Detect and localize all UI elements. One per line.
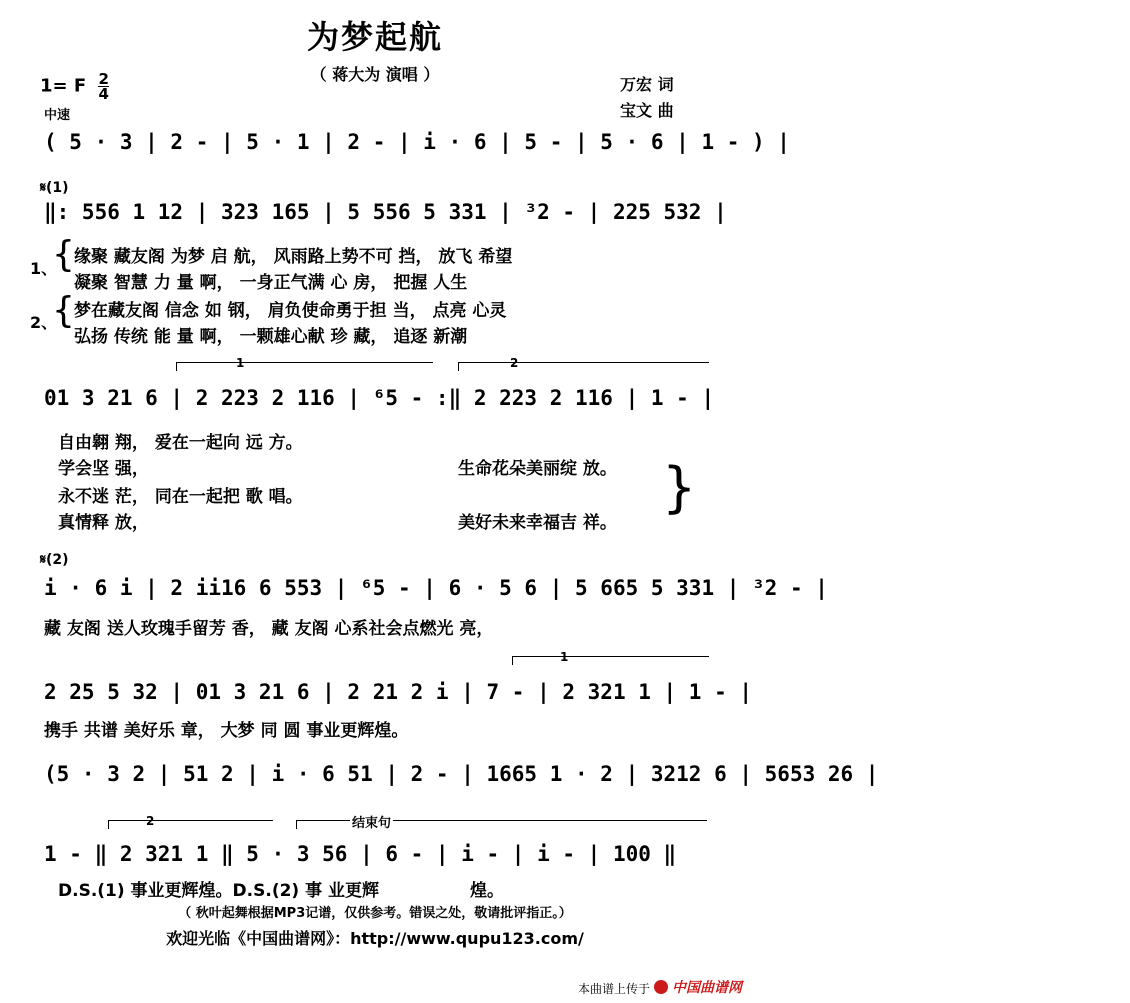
section6-volta2-label: 2: [146, 814, 155, 828]
verse2-line-b: 弘扬 传统 能 量 啊， 一颗雄心献 珍 藏， 追逐 新潮: [74, 327, 468, 347]
volta1-label: 1: [236, 356, 245, 370]
section2-lyric-2a: 学会坚 强，: [58, 459, 149, 479]
section6-volta2-bracket: [108, 820, 273, 829]
transcription-note: （ 秋叶起舞根据MP3记谱，仅供参考。错误之处，敬请批评指正。）: [178, 906, 572, 921]
section2-right-brace: }: [662, 456, 697, 519]
section2-lyric-3: 永不迷 茫， 同在一起把 歌 唱。: [58, 487, 303, 507]
section6-lyric-a: D.S.(1) 事业更辉煌。D.S.(2) 事 业更辉: [58, 881, 380, 901]
section1-notes: ‖: 556 1 12 | 323 165 | 5 556 5 331 | ³2 - | 225 532 |: [44, 200, 727, 224]
verse2-brace: {: [52, 290, 75, 331]
section6-lyric-b: 煌。: [470, 881, 504, 901]
logo-text: 中国曲谱网: [672, 980, 742, 996]
section2-lyric-4b: 美好未来幸福吉 祥。: [458, 513, 617, 533]
logo-icon: [654, 980, 668, 994]
site-logo[interactable]: [654, 977, 742, 997]
verse1-brace: {: [52, 234, 75, 275]
song-title: 为梦起航: [306, 18, 443, 56]
uploaded-label: 本曲谱上传于: [577, 982, 650, 996]
time-top: 2: [98, 70, 109, 88]
verse2-number: 2、: [30, 313, 58, 332]
section2-notes: 01 3 21 6 | 2 223 2 116 | ⁶5 - :‖ 2 223 2 116 | 1 - |: [44, 386, 715, 410]
composer-credit: 宝文 曲: [620, 101, 674, 120]
verse1-number: 1、: [30, 259, 58, 278]
verse2-line-a: 梦在藏友阁 信念 如 钢， 肩负使命勇于担 当， 点亮 心灵: [74, 301, 507, 321]
verse1-line-a: 缘聚 藏友阁 为梦 启 航， 风雨路上势不可 挡， 放飞 希望: [74, 247, 513, 267]
section4-lyric: 携手 共谱 美好乐 章， 大梦 同 圆 事业更辉煌。: [44, 721, 409, 741]
volta1-bracket: [176, 362, 433, 371]
volta2-bracket: [458, 362, 709, 371]
section3-lyric: 藏 友阁 送人玫瑰手留芳 香， 藏 友阁 心系社会点燃光 亮，: [44, 619, 494, 639]
time-bottom: 4: [98, 85, 109, 103]
verse1-line-b: 凝聚 智慧 力 量 啊， 一身正气满 心 房， 把握 人生: [74, 273, 468, 293]
section2-lyric-1: 自由翱 翔， 爱在一起向 远 方。: [58, 433, 303, 453]
segno-2: 𝄋(2): [40, 552, 69, 568]
section4-notes: 2 25 5 32 | 01 3 21 6 | 2 21 2 i | 7 - | 2 321 1 | 1 - |: [44, 680, 753, 704]
section6-notes: 1 - ‖ 2 321 1 ‖ 5 · 3 56 | 6 - | i - | i - | 100 ‖: [44, 842, 677, 866]
intro-notes: ( 5 · 3 | 2 - | 5 · 1 | 2 - | i · 6 | 5 - | 5 · 6 | 1 - ) |: [44, 130, 790, 154]
segno-1: 𝄋(1): [40, 180, 69, 196]
performer-subtitle: （ 蒋大为 演唱 ）: [310, 65, 440, 84]
tempo-marking: 中速: [44, 108, 71, 123]
section4-volta1-bracket: [512, 656, 709, 665]
coda-label: 结束句: [350, 812, 393, 831]
section5-notes: (5 · 3 2 | 51 2 | i · 6 51 | 2 - | 1665 1 · 2 | 3212 6 | 5653 26 |: [44, 762, 879, 786]
welcome-link[interactable]: 欢迎光临《中国曲谱网》：http://www.qupu123.com/: [166, 929, 584, 948]
lyricist-credit: 万宏 词: [620, 75, 674, 94]
volta2-label: 2: [510, 356, 519, 370]
key-label: 1= F: [40, 75, 87, 97]
time-signature: [98, 72, 108, 101]
section2-lyric-4a: 真情释 放，: [58, 513, 149, 533]
section3-notes: i · 6 i | 2 ii16 6 553 | ⁶5 - | 6 · 5 6 | 5 665 5 331 | ³2 - |: [44, 576, 828, 600]
key-signature: [40, 72, 109, 101]
section2-lyric-2b: 生命花朵美丽绽 放。: [458, 459, 617, 479]
section4-volta1-label: 1: [560, 650, 569, 664]
